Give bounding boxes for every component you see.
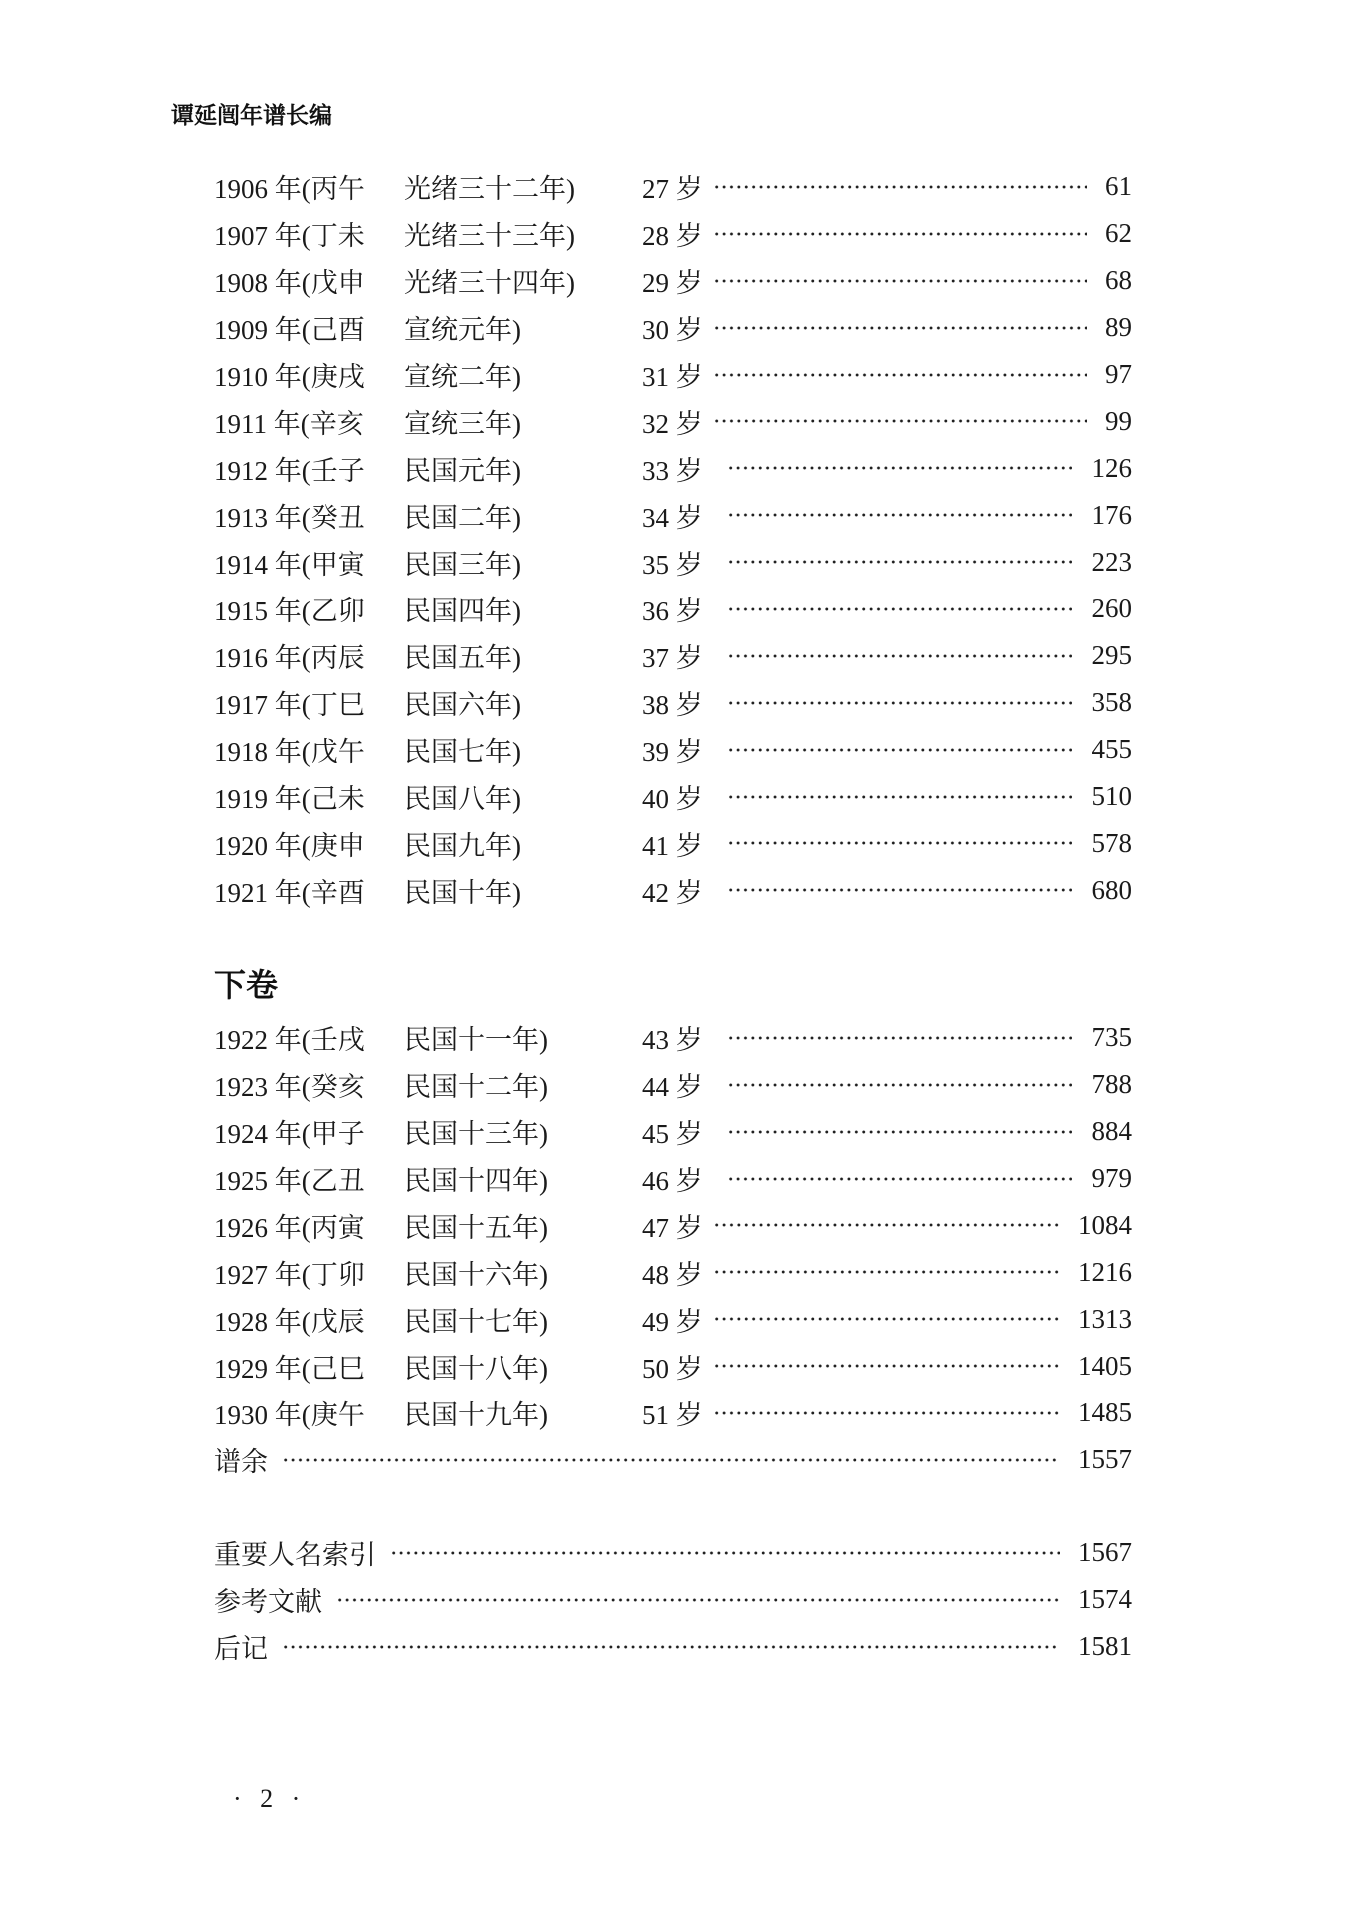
toc-entry (214, 679, 1132, 726)
entry-age: 34 岁 (642, 502, 703, 533)
dot-leader (390, 1550, 1060, 1556)
entry-year: 1927 年(丁卯 (214, 1259, 365, 1290)
entry-title: 后记 (214, 1634, 268, 1665)
toc-entry (214, 492, 1132, 539)
toc-entry (214, 398, 1132, 445)
toc-entry (214, 1390, 1132, 1437)
entry-reign: 民国十二年) (404, 1072, 548, 1103)
entry-age: 51 岁 (642, 1400, 703, 1431)
entry-reign: 光绪三十三年) (404, 221, 575, 252)
entry-reign: 民国十八年) (404, 1353, 548, 1384)
entry-reign: 民国元年) (404, 455, 521, 486)
entry-page-number: 62 (1105, 218, 1132, 249)
running-head-book-title: 谭延闿年谱长编 (171, 103, 332, 129)
entry-year: 1912 年(壬子 (214, 455, 365, 486)
entry-title: 重要人名索引 (214, 1540, 376, 1571)
entry-year: 1910 年(庚戌 (214, 362, 365, 392)
toc-entry (214, 1014, 1132, 1061)
entry-year: 1919 年(己未 (214, 784, 365, 815)
entry-year: 1906 年(丙午 (214, 174, 365, 205)
dot-leader (713, 1316, 1060, 1322)
entry-page-number: 1084 (1078, 1209, 1132, 1240)
entry-year: 1920 年(庚申 (214, 830, 365, 861)
entry-reign: 民国五年) (404, 643, 521, 674)
entry-age: 38 岁 (642, 690, 703, 721)
dot-leader (727, 1035, 1072, 1041)
dot-leader (713, 278, 1087, 284)
entry-reign: 民国七年) (404, 737, 521, 768)
entry-age: 49 岁 (642, 1306, 703, 1337)
entry-reign: 民国四年) (404, 596, 521, 627)
entry-year: 1928 年(戊辰 (214, 1306, 365, 1337)
entry-reign: 民国二年) (404, 502, 521, 533)
dot-leader (713, 325, 1087, 331)
entry-age: 42 岁 (642, 877, 703, 908)
entry-age: 50 岁 (642, 1353, 703, 1384)
entry-year: 1918 年(戊午 (214, 737, 365, 768)
toc-entry (214, 1249, 1132, 1296)
toc-entry (214, 1108, 1132, 1155)
table-of-contents (214, 164, 1132, 1671)
dot-leader (713, 418, 1087, 424)
entry-page-number: 1574 (1078, 1584, 1132, 1615)
toc-entry (214, 539, 1132, 586)
entry-age: 48 岁 (642, 1259, 703, 1290)
entry-reign: 民国十九年) (404, 1400, 548, 1431)
entry-year: 1924 年(甲子 (214, 1119, 365, 1150)
entry-year: 1915 年(乙卯 (214, 596, 365, 627)
entry-page-number: 735 (1091, 1022, 1132, 1053)
toc-entry (214, 351, 1132, 398)
entry-page-number: 97 (1105, 359, 1132, 389)
toc-entry (214, 445, 1132, 492)
entry-year: 1916 年(丙辰 (214, 643, 365, 674)
entry-page-number: 680 (1091, 874, 1132, 905)
dot-leader (727, 606, 1072, 612)
toc-entry (214, 304, 1132, 351)
entry-year: 1911 年(辛亥 (214, 408, 364, 439)
entry-year: 1926 年(丙寅 (214, 1212, 365, 1243)
entry-year: 1930 年(庚午 (214, 1400, 365, 1431)
entry-reign: 光绪三十四年) (404, 268, 575, 299)
entry-age: 36 岁 (642, 596, 703, 627)
toc-entry (214, 726, 1132, 773)
entry-page-number: 884 (1091, 1116, 1132, 1147)
entry-page-number: 89 (1105, 312, 1132, 343)
entry-page-number: 126 (1091, 452, 1132, 483)
toc-entry-back-matter (214, 1529, 1132, 1576)
entry-age: 44 岁 (642, 1072, 703, 1103)
entry-age: 46 岁 (642, 1166, 703, 1197)
entry-year: 1923 年(癸亥 (214, 1072, 365, 1103)
entry-page-number: 1313 (1078, 1303, 1132, 1334)
entry-reign: 民国十四年) (404, 1166, 548, 1197)
dot-leader (727, 559, 1072, 565)
entry-page-number: 510 (1091, 781, 1132, 812)
entry-year: 1925 年(乙丑 (214, 1166, 365, 1197)
entry-reign: 宣统三年) (404, 408, 521, 439)
toc-entry (214, 1202, 1132, 1249)
dot-leader (282, 1457, 1060, 1463)
dot-leader (727, 1129, 1072, 1135)
entry-age: 43 岁 (642, 1025, 703, 1056)
entry-year: 1917 年(丁巳 (214, 690, 365, 721)
dot-leader (713, 1269, 1060, 1275)
toc-upper-volume-list (214, 164, 1132, 914)
entry-reign: 民国十六年) (404, 1259, 548, 1290)
entry-page-number: 979 (1091, 1163, 1132, 1194)
entry-page-number: 1485 (1078, 1397, 1132, 1428)
entry-page-number: 788 (1091, 1069, 1132, 1100)
entry-page-number: 1567 (1078, 1537, 1132, 1568)
toc-entry (214, 164, 1132, 211)
dot-leader (727, 653, 1072, 659)
entry-year: 1921 年(辛酉 (214, 877, 365, 908)
toc-entry (214, 773, 1132, 820)
dot-leader (727, 465, 1072, 471)
dot-leader (336, 1597, 1060, 1603)
entry-reign: 民国九年) (404, 830, 521, 861)
entry-year: 1908 年(戊申 (214, 268, 365, 299)
entry-reign: 民国十五年) (404, 1212, 548, 1243)
entry-page-number: 260 (1091, 593, 1132, 624)
dot-leader (727, 1176, 1072, 1182)
entry-age: 29 岁 (642, 268, 703, 299)
entry-age: 41 岁 (642, 830, 703, 861)
entry-reign: 民国十年) (404, 877, 521, 908)
toc-entry (214, 210, 1132, 257)
entry-page-number: 1581 (1078, 1631, 1132, 1662)
entry-age: 45 岁 (642, 1119, 703, 1150)
entry-page-number: 99 (1105, 405, 1132, 436)
entry-page-number: 455 (1091, 734, 1132, 765)
toc-entry (214, 1061, 1132, 1108)
dot-leader (727, 700, 1072, 706)
entry-reign: 民国十七年) (404, 1306, 548, 1337)
toc-entry (214, 1343, 1132, 1390)
entry-age: 27 岁 (642, 174, 703, 205)
toc-entry (214, 867, 1132, 914)
entry-year: 1913 年(癸丑 (214, 502, 365, 533)
entry-age: 28 岁 (642, 221, 703, 252)
entry-reign: 民国十三年) (404, 1119, 548, 1150)
entry-year: 1922 年(壬戌 (214, 1025, 365, 1056)
dot-leader (727, 794, 1072, 800)
entry-reign: 民国八年) (404, 784, 521, 815)
entry-age: 35 岁 (642, 549, 703, 580)
entry-age: 37 岁 (642, 643, 703, 674)
entry-page-number: 1216 (1078, 1256, 1132, 1287)
dot-leader (727, 840, 1072, 846)
toc-entry-back-matter (214, 1623, 1132, 1670)
entry-age: 31 岁 (642, 362, 703, 392)
entry-reign: 民国六年) (404, 690, 521, 721)
entry-page-number: 358 (1091, 687, 1132, 718)
toc-entry-appendix (214, 1436, 1132, 1483)
entry-year: 1929 年(己巳 (214, 1353, 365, 1384)
entry-page-number: 1405 (1078, 1350, 1132, 1381)
page-folio: · 2 · (233, 1784, 301, 1813)
entry-year: 1909 年(己酉 (214, 315, 365, 346)
entry-reign: 民国十一年) (404, 1025, 548, 1056)
entry-age: 39 岁 (642, 737, 703, 768)
dot-leader (713, 372, 1087, 378)
toc-entry (214, 1296, 1132, 1343)
toc-entry (214, 257, 1132, 304)
dot-leader (713, 231, 1087, 237)
dot-leader (727, 1082, 1072, 1088)
entry-reign: 宣统元年) (404, 315, 521, 346)
entry-age: 32 岁 (642, 408, 703, 439)
dot-leader (713, 1222, 1060, 1228)
dot-leader (727, 887, 1072, 893)
entry-reign: 宣统二年) (404, 362, 521, 392)
entry-age: 47 岁 (642, 1212, 703, 1243)
entry-reign: 民国三年) (404, 549, 521, 580)
dot-leader (713, 1363, 1060, 1369)
dot-leader (713, 1410, 1060, 1416)
toc-entry (214, 586, 1132, 633)
toc-entry (214, 632, 1132, 679)
entry-reign: 光绪三十二年) (404, 174, 575, 205)
entry-title: 谱余 (214, 1447, 268, 1478)
entry-age: 33 岁 (642, 455, 703, 486)
entry-age: 30 岁 (642, 315, 703, 346)
toc-back-matter-list (214, 1529, 1132, 1670)
entry-page-number: 61 (1105, 171, 1132, 202)
dot-leader (727, 747, 1072, 753)
dot-leader (282, 1644, 1060, 1650)
entry-age: 40 岁 (642, 784, 703, 815)
toc-lower-volume-list (214, 1014, 1132, 1483)
toc-entry-back-matter (214, 1576, 1132, 1623)
volume-heading-lower: 下卷 (214, 966, 279, 1005)
entry-page-number: 295 (1091, 640, 1132, 671)
entry-page-number: 1557 (1078, 1444, 1132, 1475)
entry-year: 1907 年(丁未 (214, 221, 365, 252)
dot-leader (713, 184, 1087, 190)
entry-year: 1914 年(甲寅 (214, 549, 365, 580)
entry-title: 参考文献 (214, 1587, 322, 1618)
entry-page-number: 223 (1091, 546, 1132, 577)
entry-page-number: 176 (1091, 499, 1132, 530)
entry-page-number: 578 (1091, 827, 1132, 858)
entry-page-number: 68 (1105, 265, 1132, 296)
toc-entry (214, 1155, 1132, 1202)
toc-entry (214, 820, 1132, 867)
dot-leader (727, 512, 1072, 518)
